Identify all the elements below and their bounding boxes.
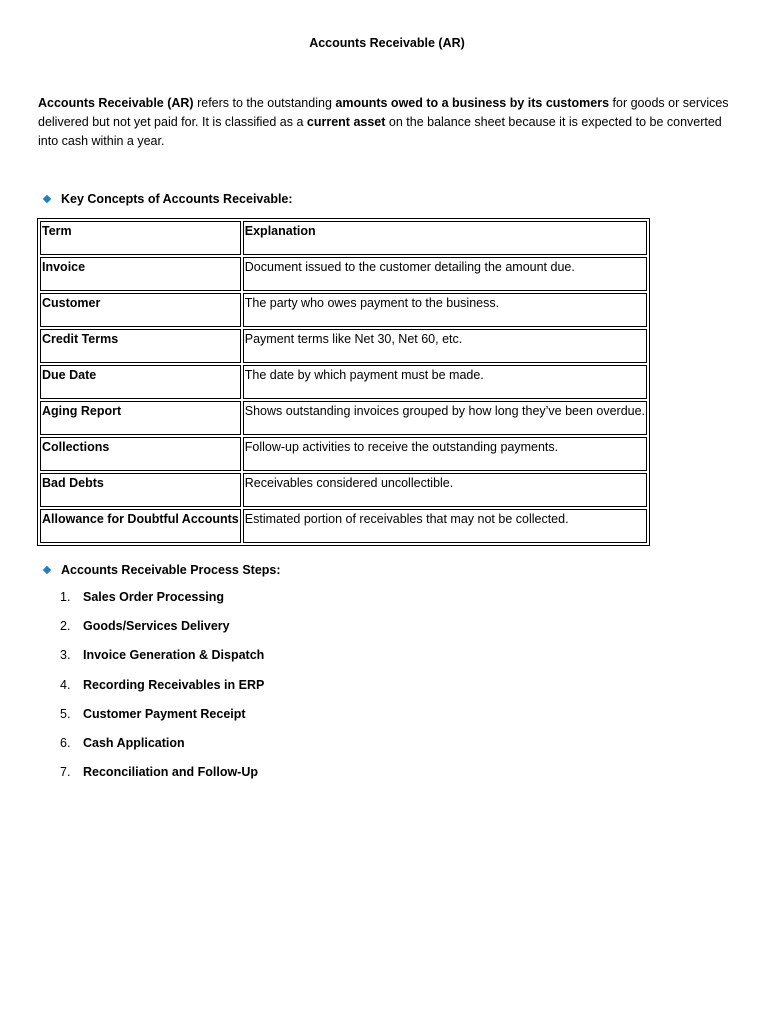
term-cell: Due Date — [40, 365, 241, 399]
step-label: Sales Order Processing — [83, 590, 225, 604]
intro-emphasis-2: current asset — [306, 115, 386, 129]
list-item — [60, 736, 264, 765]
intro-text-3: on the balance sheet because it is expected to be converted into cash within a year. — [38, 115, 722, 148]
table-header-row — [40, 221, 647, 255]
explanation-cell: Follow-up activities to receive the outstanding payments. — [243, 437, 647, 471]
term-cell: Collections — [40, 437, 241, 471]
concepts-heading-text: Key Concepts of Accounts Receivable: — [61, 192, 293, 206]
list-item — [60, 765, 264, 794]
term-cell: Customer — [40, 293, 241, 327]
list-item — [60, 590, 264, 619]
list-item — [60, 707, 264, 736]
step-number: 3. — [60, 648, 71, 663]
step-number: 2. — [60, 619, 71, 634]
explanation-cell: Document issued to the customer detailing the amount due. — [243, 257, 647, 291]
table-row — [40, 437, 647, 471]
intro-text-1: refers to the outstanding — [193, 96, 336, 110]
explanation-cell: The party who owes payment to the business. — [243, 293, 647, 327]
intro-paragraph — [38, 94, 738, 151]
table-row — [40, 509, 647, 543]
explanation-cell: Shows outstanding invoices grouped by how long they’ve been overdue. — [243, 401, 647, 435]
explanation-cell: Estimated portion of receivables that may not be collected. — [243, 509, 647, 543]
explanation-cell: Payment terms like Net 30, Net 60, etc. — [243, 329, 647, 363]
step-number: 7. — [60, 765, 71, 780]
list-item — [60, 678, 264, 707]
list-item — [60, 648, 264, 677]
term-cell: Bad Debts — [40, 473, 241, 507]
diamond-bullet-icon — [43, 195, 51, 203]
step-label: Invoice Generation & Dispatch — [83, 648, 265, 663]
step-label: Recording Receivables in ERP — [83, 677, 265, 692]
step-label: Customer Payment Receipt — [83, 706, 246, 721]
step-number: 6. — [60, 735, 71, 750]
process-steps-list — [60, 590, 264, 794]
list-item — [60, 619, 264, 648]
step-number: 5. — [60, 706, 71, 721]
table-row — [40, 401, 647, 435]
step-number: 4. — [60, 677, 71, 692]
header-explanation: Explanation — [243, 221, 647, 255]
process-heading — [43, 563, 281, 577]
concepts-heading — [43, 192, 293, 206]
term-cell: Aging Report — [40, 401, 241, 435]
process-heading-text: Accounts Receivable Process Steps: — [61, 563, 281, 577]
diamond-bullet-icon — [43, 566, 51, 574]
explanation-cell: The date by which payment must be made. — [243, 365, 647, 399]
table-row — [40, 365, 647, 399]
explanation-cell: Receivables considered uncollectible. — [243, 473, 647, 507]
table-row — [40, 329, 647, 363]
intro-text-2: for goods or services delivered but not yet paid for. It is classified as a — [38, 96, 729, 129]
concepts-table — [37, 218, 650, 546]
step-label: Goods/Services Delivery — [83, 619, 230, 634]
table-row — [40, 257, 647, 291]
step-label: Reconciliation and Follow-Up — [83, 765, 258, 780]
intro-emphasis-1: amounts owed to a business by its customers — [335, 96, 610, 110]
step-number: 1. — [60, 590, 71, 604]
intro-term: Accounts Receivable (AR) — [38, 96, 194, 110]
term-cell: Credit Terms — [40, 329, 241, 363]
step-label: Cash Application — [83, 735, 185, 750]
table-row — [40, 473, 647, 507]
term-cell: Invoice — [40, 257, 241, 291]
table-row — [40, 293, 647, 327]
header-term: Term — [40, 221, 241, 255]
page-title: Accounts Receivable (AR) — [309, 36, 465, 50]
term-cell: Allowance for Doubtful Accounts — [40, 509, 241, 543]
